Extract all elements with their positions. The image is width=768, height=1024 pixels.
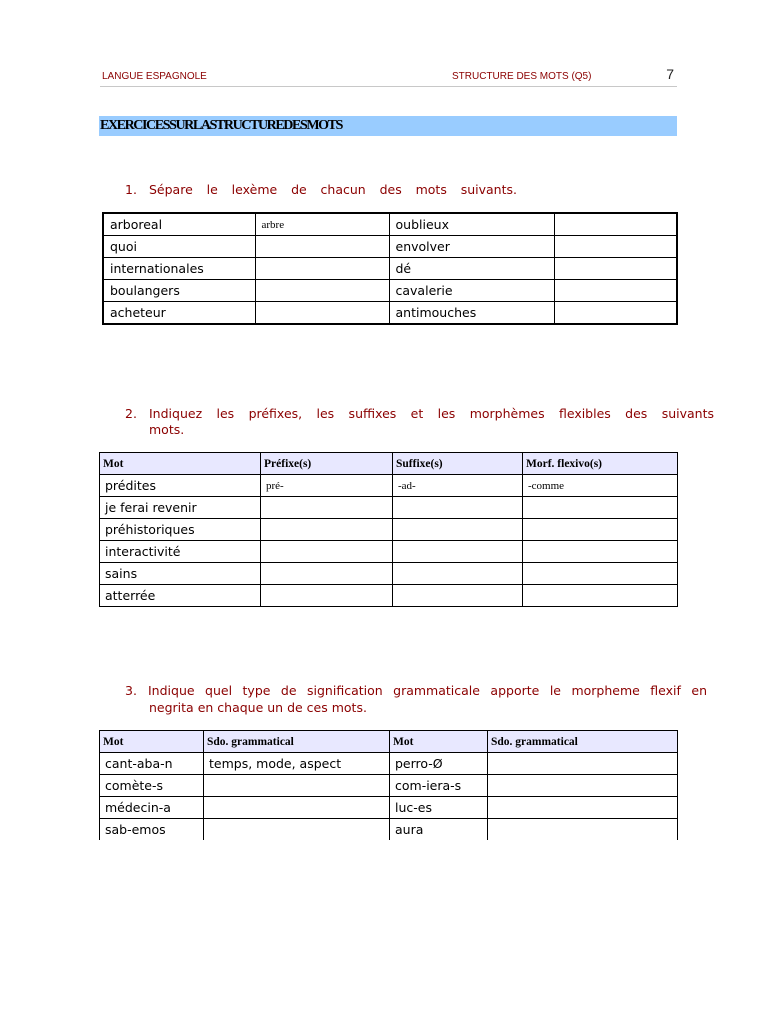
column-header: Mot xyxy=(390,731,488,753)
table-cell[interactable]: interactivité xyxy=(100,541,261,563)
column-header: Sdo. grammatical xyxy=(204,731,390,753)
header-section: STRUCTURE DES MOTS (Q5) xyxy=(452,71,592,82)
exercise3-instruction xyxy=(125,683,709,717)
table-cell[interactable] xyxy=(204,775,390,797)
exercise1-instruction xyxy=(125,182,525,198)
table-cell[interactable]: arboreal xyxy=(103,213,255,236)
table-cell[interactable]: sains xyxy=(100,563,261,585)
table-cell[interactable] xyxy=(554,302,677,325)
table-cell[interactable] xyxy=(523,497,678,519)
document-title-bar xyxy=(99,116,677,136)
table-cell[interactable]: dé xyxy=(389,258,554,280)
exercise2-text-line2: mots. xyxy=(149,422,185,437)
table-row xyxy=(100,475,678,497)
table-cell[interactable] xyxy=(554,258,677,280)
table-cell[interactable] xyxy=(261,563,393,585)
table-cell[interactable]: médecin-a xyxy=(100,797,204,819)
column-header: Suffixe(s) xyxy=(393,453,523,475)
table-cell[interactable] xyxy=(393,541,523,563)
table-cell[interactable] xyxy=(261,497,393,519)
table-cell[interactable]: oublieux xyxy=(389,213,554,236)
table-cell[interactable] xyxy=(393,497,523,519)
table-cell[interactable] xyxy=(523,585,678,607)
exercise1-number: 1. xyxy=(125,182,137,197)
table-cell[interactable] xyxy=(554,213,677,236)
table-cell[interactable]: cavalerie xyxy=(389,280,554,302)
table-row xyxy=(103,258,677,280)
table-cell[interactable] xyxy=(255,258,389,280)
table-cell[interactable]: antimouches xyxy=(389,302,554,325)
table-row xyxy=(100,585,678,607)
table-cell[interactable] xyxy=(393,585,523,607)
table-row xyxy=(103,302,677,325)
header-course: LANGUE ESPAGNOLE xyxy=(102,71,207,82)
table-cell[interactable]: préhistoriques xyxy=(100,519,261,541)
exercise1-text: Sépare le lexème de chacun des mots suivants. xyxy=(149,182,517,197)
column-header: Mot xyxy=(100,731,204,753)
table-cell[interactable] xyxy=(523,519,678,541)
table-row xyxy=(100,541,678,563)
table-cell[interactable]: boulangers xyxy=(103,280,255,302)
table-row xyxy=(103,213,677,236)
table-cell[interactable] xyxy=(488,797,678,819)
table-cell[interactable]: perro-Ø xyxy=(390,753,488,775)
table-cell[interactable]: quoi xyxy=(103,236,255,258)
table-cell[interactable]: envolver xyxy=(389,236,554,258)
table-header-row xyxy=(100,731,678,753)
table-cell[interactable] xyxy=(554,280,677,302)
table-cell[interactable] xyxy=(261,541,393,563)
table-cell[interactable] xyxy=(255,236,389,258)
page-number: 7 xyxy=(666,66,674,82)
table-cell[interactable] xyxy=(488,775,678,797)
table-cell[interactable] xyxy=(261,519,393,541)
table-cell[interactable]: com-iera-s xyxy=(390,775,488,797)
document-title: EXERCICESSURLASTRUCTUREDESMOTS xyxy=(100,118,342,133)
table-cell[interactable] xyxy=(393,563,523,585)
exercise2-instruction xyxy=(125,406,715,440)
table-cell[interactable]: luc-es xyxy=(390,797,488,819)
table-cell[interactable]: atterrée xyxy=(100,585,261,607)
table-cell[interactable] xyxy=(255,302,389,325)
exercise2-table xyxy=(99,452,678,607)
column-header: Préfixe(s) xyxy=(261,453,393,475)
table-cell[interactable] xyxy=(523,541,678,563)
table-cell[interactable] xyxy=(523,563,678,585)
table-cell[interactable] xyxy=(204,797,390,819)
table-cell[interactable] xyxy=(554,236,677,258)
table-row xyxy=(100,819,678,841)
exercise3-text-line1: Indique quel type de signification grammaticale apporte le morpheme flexif en xyxy=(148,683,707,698)
table-cell[interactable] xyxy=(393,519,523,541)
exercise3-table xyxy=(99,730,678,840)
table-cell[interactable]: sab-emos xyxy=(100,819,204,841)
table-cell[interactable]: -comme xyxy=(523,475,678,497)
table-cell[interactable]: acheteur xyxy=(103,302,255,325)
table-cell[interactable]: cant-aba-n xyxy=(100,753,204,775)
page-header xyxy=(100,64,677,87)
exercise2-text-line1: Indiquez les préfixes, les suffixes et les morphèmes flexibles des suivants xyxy=(149,406,714,421)
column-header: Mot xyxy=(100,453,261,475)
table-cell[interactable]: aura xyxy=(390,819,488,841)
table-row xyxy=(100,775,678,797)
table-cell[interactable]: arbre xyxy=(255,213,389,236)
table-row xyxy=(100,753,678,775)
table-cell[interactable] xyxy=(255,280,389,302)
table-header-row xyxy=(100,453,678,475)
column-header: Sdo. grammatical xyxy=(488,731,678,753)
table-row xyxy=(100,563,678,585)
table-row xyxy=(103,280,677,302)
table-row xyxy=(103,236,677,258)
table-cell[interactable]: pré- xyxy=(261,475,393,497)
table-cell[interactable]: je ferai revenir xyxy=(100,497,261,519)
table-row xyxy=(100,797,678,819)
table-cell[interactable] xyxy=(261,585,393,607)
table-cell[interactable]: comète-s xyxy=(100,775,204,797)
table-cell[interactable]: prédites xyxy=(100,475,261,497)
table-cell[interactable] xyxy=(488,753,678,775)
exercise3-text-line2: negrita en chaque un de ces mots. xyxy=(149,700,367,715)
table-row xyxy=(100,497,678,519)
table-cell[interactable]: -ad- xyxy=(393,475,523,497)
column-header: Morf. flexivo(s) xyxy=(523,453,678,475)
table-cell[interactable] xyxy=(204,819,390,841)
exercise2-number: 2. xyxy=(125,406,137,421)
exercise3-number: 3. xyxy=(125,683,137,698)
table-row xyxy=(100,519,678,541)
exercise1-table xyxy=(102,212,678,325)
table-cell[interactable] xyxy=(488,819,678,841)
table-cell[interactable]: internationales xyxy=(103,258,255,280)
table-cell[interactable]: temps, mode, aspect xyxy=(204,753,390,775)
